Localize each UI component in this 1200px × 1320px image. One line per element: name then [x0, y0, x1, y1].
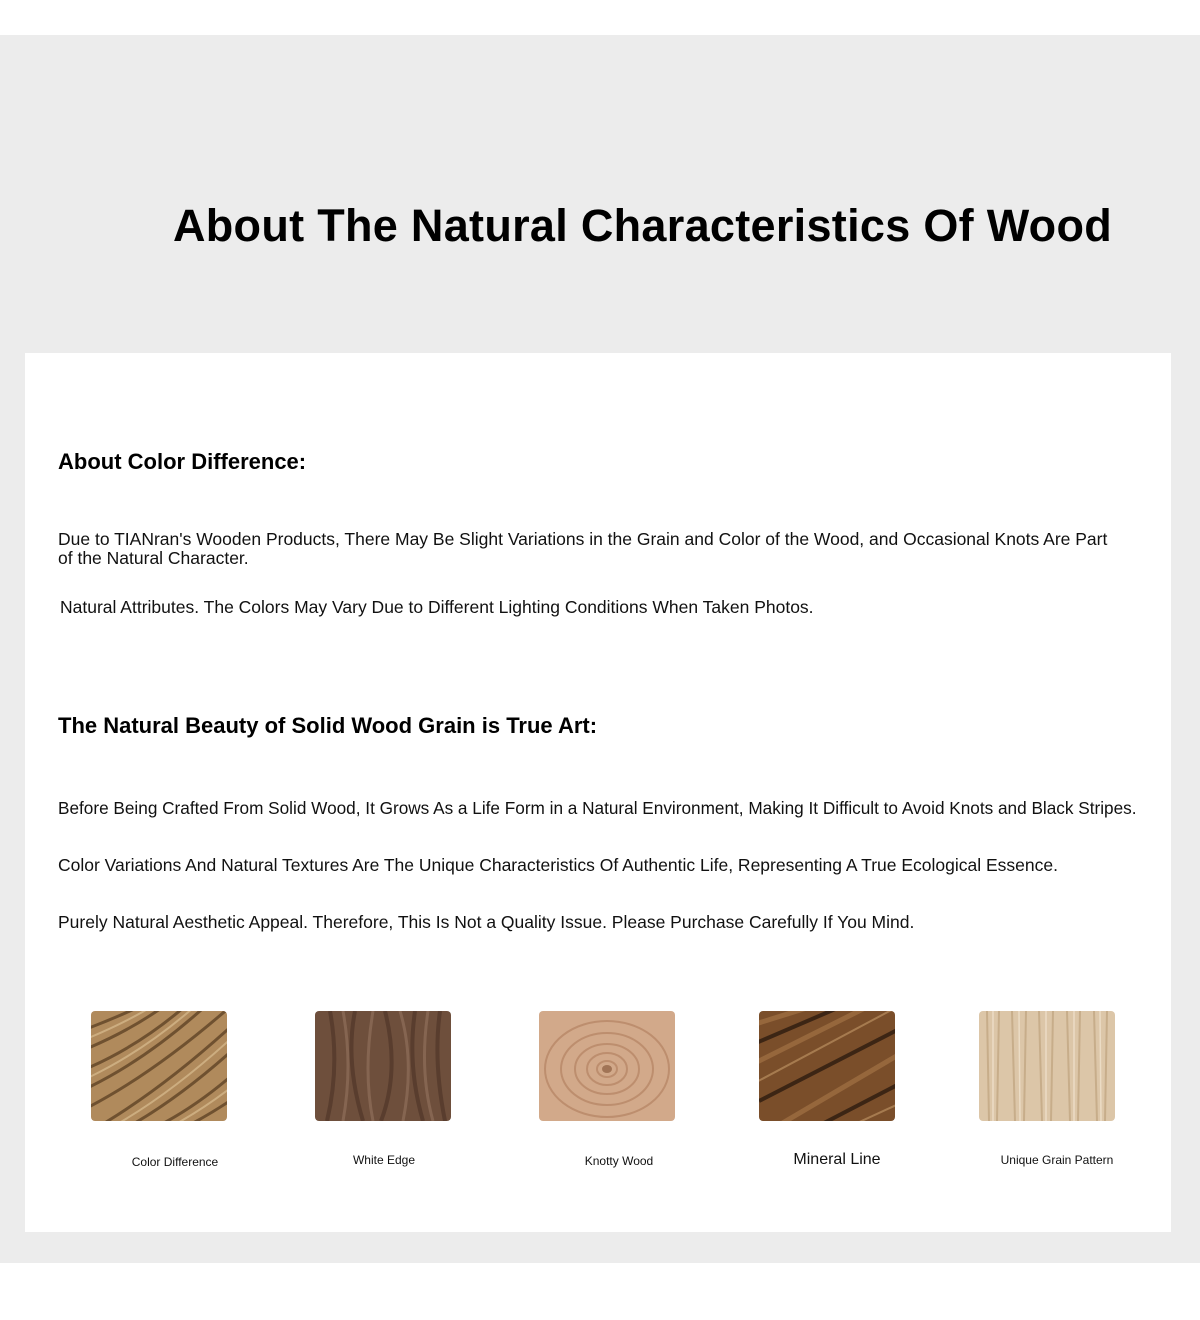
mineral-line-texture [759, 1011, 895, 1121]
knotty-wood-image [539, 1011, 675, 1121]
wood-grain-paragraph-3: Purely Natural Aesthetic Appeal. Therefore, This Is Not a Quality Issue. Please Purchase Carefully If You Mind. [58, 912, 915, 932]
color-difference-heading: About Color Difference: [58, 449, 307, 474]
mineral-line-caption: Mineral Line [793, 1151, 881, 1168]
white-edge-caption: White Edge [352, 1153, 416, 1167]
color-difference-paragraph-2: Natural Attributes. The Colors May Vary Due to Different Lighting Conditions When Taken Photos. [60, 597, 814, 617]
unique-grain-caption: Unique Grain Pattern [1000, 1153, 1114, 1167]
knotty-wood-caption: Knotty Wood [584, 1154, 654, 1168]
unique-grain-wood-image [979, 1011, 1115, 1121]
wood-grain-paragraph-2: Color Variations And Natural Textures Are The Unique Characteristics Of Authentic Life, Representing A True Ecological Essence. [58, 855, 1058, 875]
walnut-grain-texture [315, 1011, 451, 1121]
wood-grain-paragraph-1: Before Being Crafted From Solid Wood, It Grows As a Life Form in a Natural Environment, Making It Difficult to Avoid Knots and Black Stripes. [58, 798, 1137, 818]
mineral-line-wood-image [759, 1011, 895, 1121]
knot-texture [539, 1011, 675, 1121]
wood-grain-heading: The Natural Beauty of Solid Wood Grain is True Art: [58, 713, 598, 738]
light-oak-grain-texture [979, 1011, 1115, 1121]
diagonal-grain-texture [91, 1011, 227, 1121]
color-difference-caption: Color Difference [131, 1155, 219, 1169]
page-title: About The Natural Characteristics Of Wood [172, 200, 1113, 251]
white-edge-wood-image [315, 1011, 451, 1121]
color-difference-paragraph-1: Due to TIANran's Wooden Products, There May Be Slight Variations in the Grain and Color of the Wood, and Occasional Knots Are Part of the Natural Character. [58, 529, 1108, 568]
color-difference-wood-image [91, 1011, 227, 1121]
